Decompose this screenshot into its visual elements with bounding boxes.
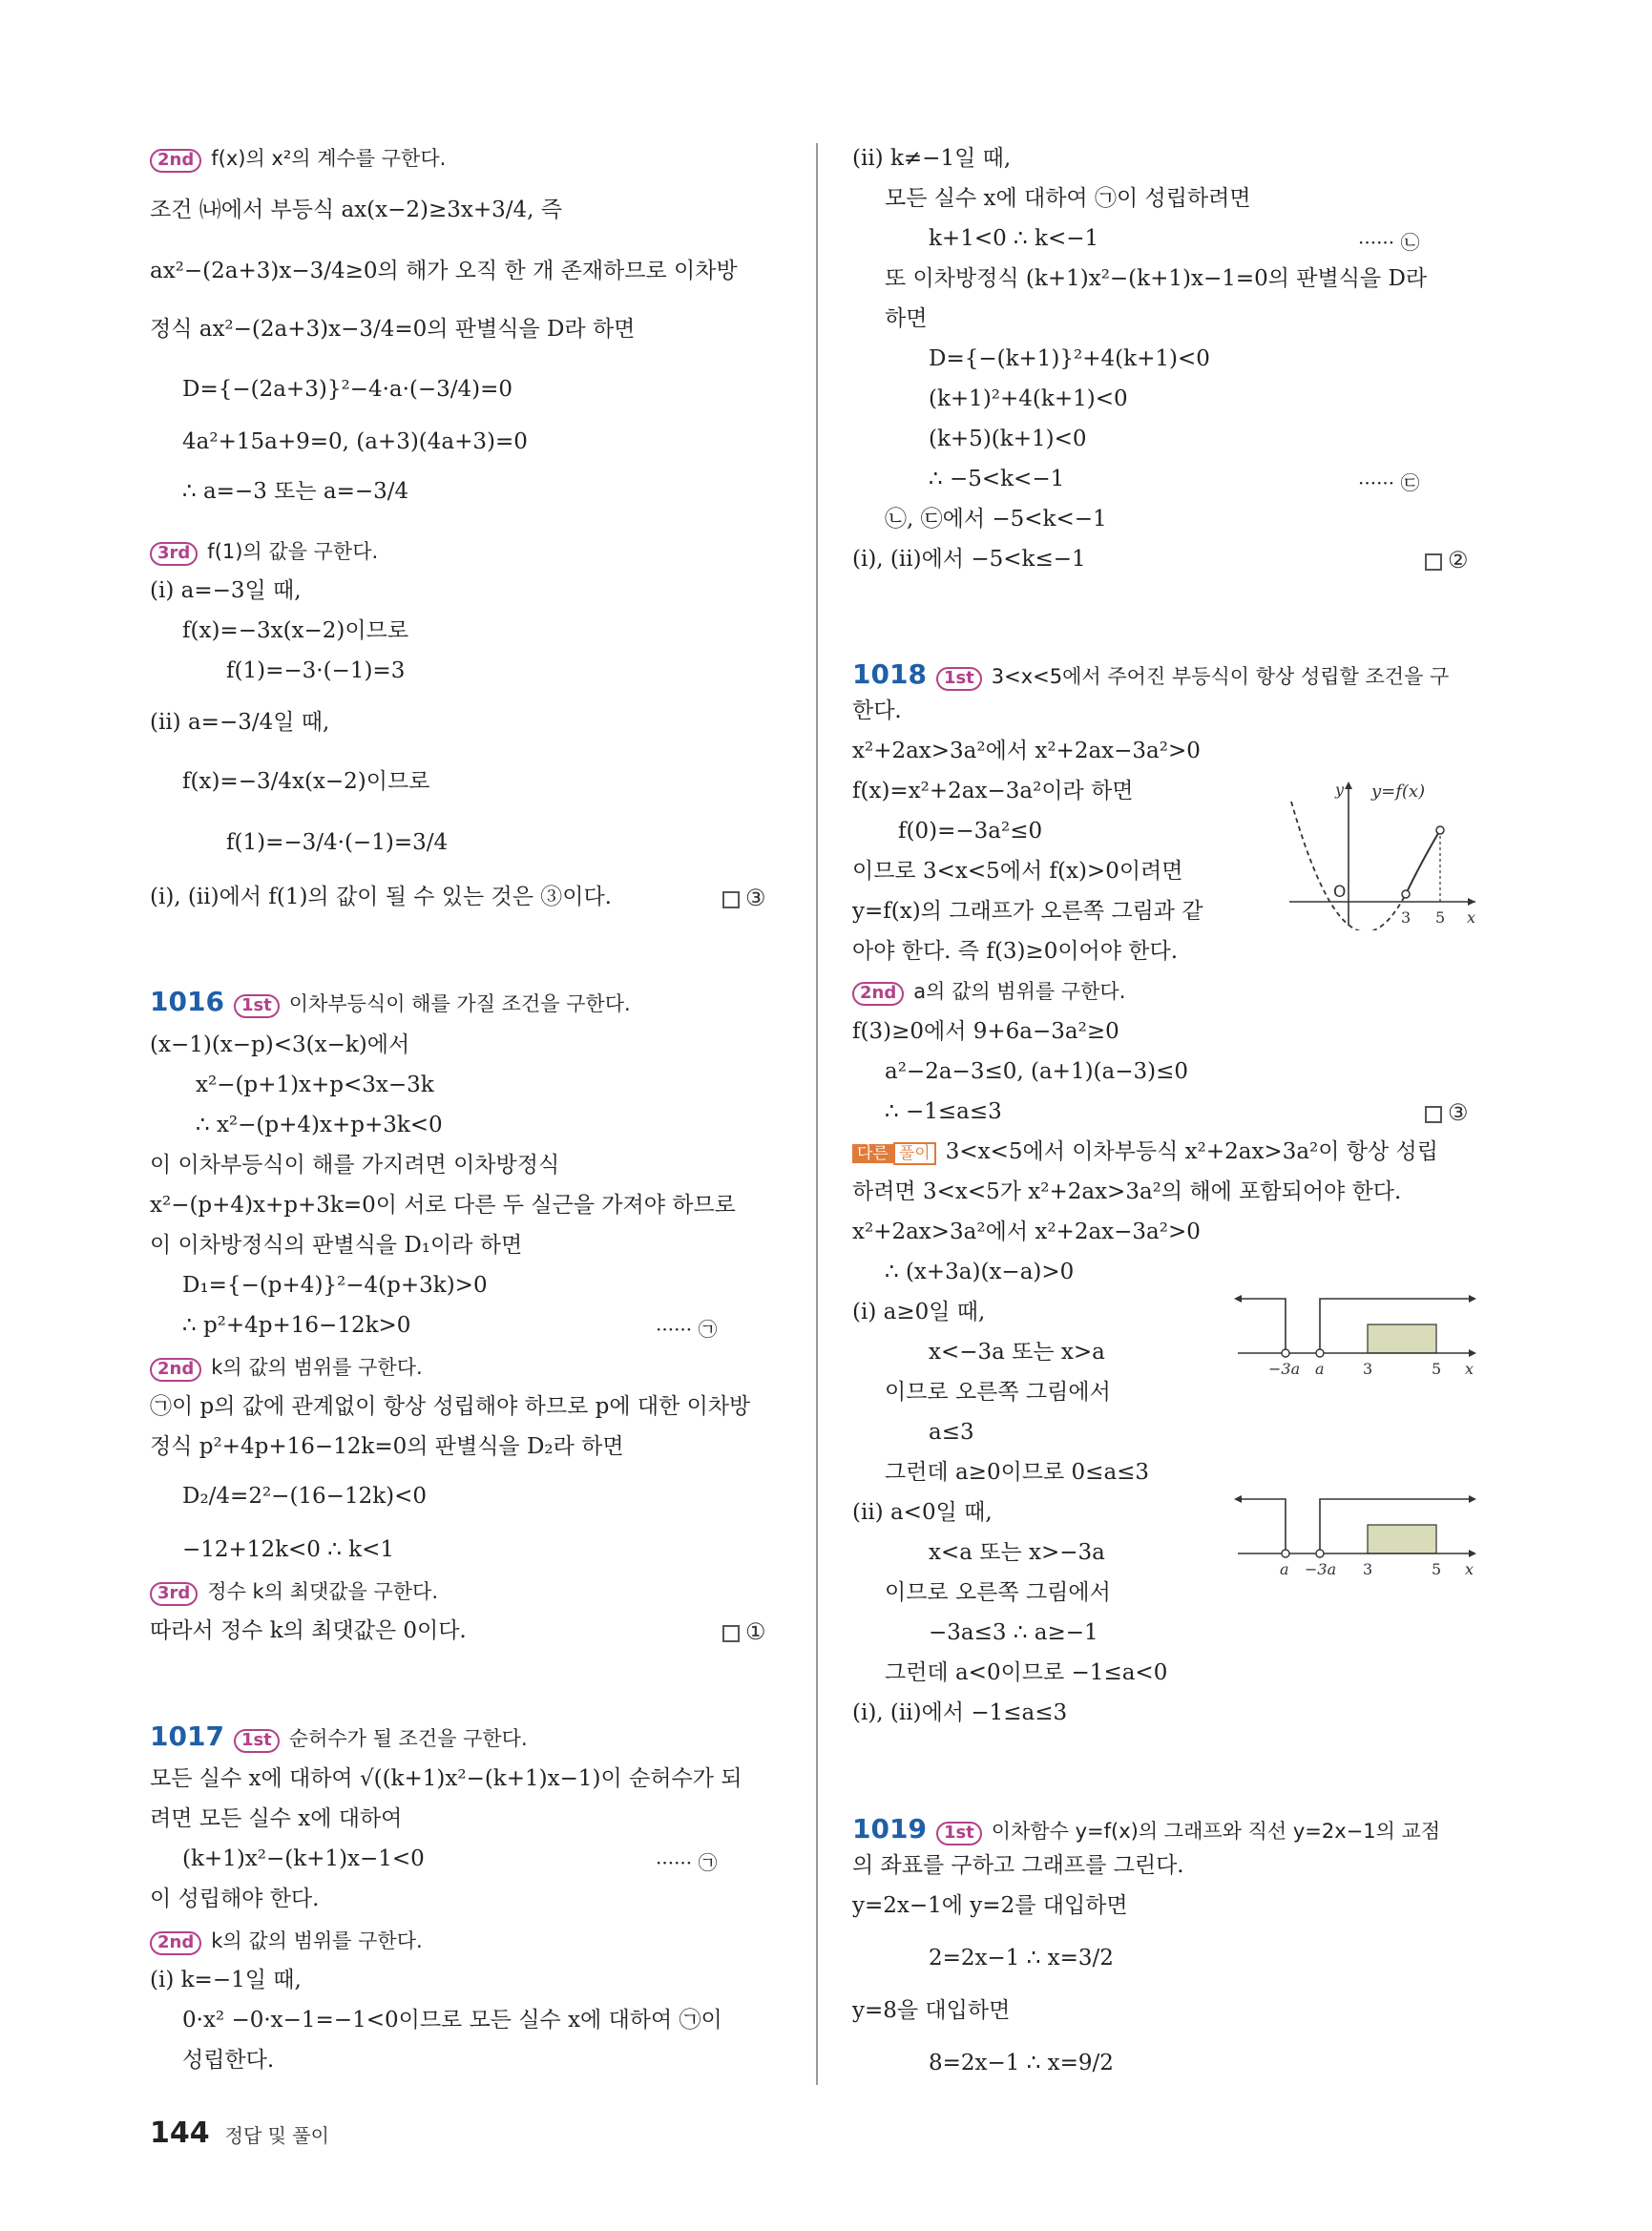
equation: −3a≤3 ∴ a≥−1 [929,1620,1098,1645]
number-line-2 [1234,1491,1482,1577]
equation: f(x)=x²+2ax−3a²이라 하면 [852,779,1134,803]
text-line: (ii) a=−3/4일 때, [150,710,330,735]
text-line: 모든 실수 x에 대하여 √((k+1)x²−(k+1)x−1)이 순허수가 되 [150,1766,742,1791]
equation: k+1<0 ∴ k<−1 [929,226,1099,251]
equation: ∴ x²−(p+4)x+p+3k<0 [196,1113,443,1137]
text-line: 조건 ㈏에서 부등식 ax(x−2)≥3x+3/4, 즉 [150,198,562,222]
left-arrow-icon [1234,1295,1242,1303]
open-point [1282,1550,1289,1557]
step-2nd: 2nd f(x)의 x²의 계수를 구한다. [150,146,446,173]
tick-label-3: 3 [1401,908,1412,927]
text-line: (ii) k≠−1일 때, [852,146,1012,171]
equation: x<a 또는 x>−3a [929,1540,1105,1565]
text-line: x²−(p+4)x+p+3k=0이 서로 다른 두 실근을 가져야 하므로 [150,1193,736,1218]
page-section-title: 정답 및 풀이 [224,2124,329,2147]
equation: 0·x² −0·x−1=−1<0이므로 모든 실수 x에 대하여 ㉠이 [182,2008,722,2033]
text-line: 따라서 정수 k의 최댓값은 0이다. [150,1618,467,1643]
text-line: 이므로 오른쪽 그림에서 [885,1580,1111,1605]
ref-mark: ······ ㉠ [656,1851,718,1874]
text-line: (i) a≥0일 때, [852,1300,986,1324]
text-line: 아야 한다. 즉 f(3)≥0이어야 한다. [852,939,1179,964]
equation: f(0)=−3a²≤0 [898,819,1043,844]
text-line: 한다. [852,698,902,723]
text-line: (i) a=−3일 때, [150,578,302,603]
label-3: 3 [1363,1560,1373,1577]
text-line: 이 이차방정식의 판별식을 D₁이라 하면 [150,1233,523,1258]
label-neg-3a: −3a [1305,1560,1337,1577]
text-line: 이므로 3<x<5에서 f(x)>0이려면 [852,859,1183,884]
text-line: 이 이차부등식이 해를 가지려면 이차방정식 [150,1153,560,1178]
ref-mark: ······ ㉡ [1358,231,1420,254]
text-line: 이 성립해야 한다. [150,1887,320,1911]
text-line: 정식 p²+4p+16−12k=0의 판별식을 D₂라 하면 [150,1434,624,1459]
equation: D={−(k+1)}²+4(k+1)<0 [929,346,1210,371]
text-line: 모든 실수 x에 대하여 ㉠이 성립하려면 [885,186,1251,211]
problem-1016-heading: 1016 1st 이차부등식이 해를 가질 조건을 구한다. [150,986,631,1017]
answer-box-icon [1425,1106,1442,1123]
page-footer [150,2116,329,2150]
step-3rd: 3rd 정수 k의 최댓값을 구한다. [150,1579,438,1606]
equation: D₂/4=2²−(16−12k)<0 [182,1484,428,1509]
problem-1018-heading: 1018 1st 3<x<5에서 주어진 부등식이 항상 성립할 조건을 구 [852,658,1450,690]
text-line: y=f(x)의 그래프가 오른쪽 그림과 같 [852,899,1203,924]
label-5: 5 [1432,1360,1442,1377]
step-3rd: 3rd f(1)의 값을 구한다. [150,539,378,566]
step-2nd: 2nd k의 값의 범위를 구한다. [150,1355,423,1382]
text-line: (i), (ii)에서 −1≤a≤3 [852,1700,1068,1725]
step-2nd: 2nd k의 값의 범위를 구한다. [150,1929,423,1955]
equation: a²−2a−3≤0, (a+1)(a−3)≤0 [885,1059,1189,1084]
answer-box-icon [722,1625,740,1642]
right-arrow-icon [1469,1495,1476,1503]
parabola-solid [1406,830,1440,894]
equation: (k+1)²+4(k+1)<0 [929,386,1128,411]
label-a: a [1315,1360,1325,1377]
label-a: a [1280,1560,1289,1577]
step-2nd: 2nd a의 값의 범위를 구한다. [852,979,1125,1006]
label-3: 3 [1363,1360,1373,1377]
y-axis-label: y [1335,781,1345,799]
text-line: ㉡, ㉢에서 −5<k<−1 [885,507,1107,532]
shaded-region [1368,1525,1436,1553]
equation: 2=2x−1 ∴ x=3/2 [929,1946,1114,1970]
equation: 성립한다. [182,2048,275,2073]
tick-label-5: 5 [1435,908,1446,927]
open-point [1282,1349,1289,1357]
text-line: (i), (ii)에서 −5<k≤−1 [852,547,1086,572]
open-point [1316,1550,1324,1557]
problem-1019-heading: 1019 1st 이차함수 y=f(x)의 그래프와 직선 y=2x−1의 교점 [852,1813,1441,1845]
text-line: 정식 ax²−(2a+3)x−3/4=0의 판별식을 D라 하면 [150,317,636,342]
equation: x²−(p+1)x+p<3x−3k [196,1073,434,1097]
x-axis-label: x [1467,908,1476,927]
label-x: x [1465,1560,1474,1577]
ref-mark: ······ ㉢ [1358,471,1420,494]
text-line: y=8을 대입하면 [852,1998,1011,2023]
text-line: (ii) a<0일 때, [852,1500,993,1525]
equation: 그런데 a<0이므로 −1≤a<0 [885,1660,1168,1685]
equation: f(x)=−3/4x(x−2)이므로 [182,769,430,794]
parabola-graph [1280,778,1480,930]
answer-mark: ③ [722,885,766,911]
text-line: ㉠이 p의 값에 관계없이 항상 성립해야 하므로 p에 대한 이차방 [150,1394,751,1419]
text-line: 이므로 오른쪽 그림에서 [885,1380,1111,1405]
equation: a≤3 [929,1420,974,1445]
equation: ∴ a=−3 또는 a=−3/4 [182,479,409,504]
equation: ∴ (x+3a)(x−a)>0 [885,1260,1075,1284]
y-axis-arrow-icon [1345,782,1352,789]
equation: (k+5)(k+1)<0 [929,427,1087,451]
label-5: 5 [1432,1560,1442,1577]
equation: 4a²+15a+9=0, (a+3)(4a+3)=0 [182,429,528,454]
equation: x<−3a 또는 x>a [929,1340,1105,1365]
label-x: x [1465,1360,1474,1377]
open-point [1316,1349,1324,1357]
equation: D={−(2a+3)}²−4·a·(−3/4)=0 [182,377,513,402]
line-arrow-icon [1469,1349,1476,1357]
line-arrow-icon [1469,1550,1476,1557]
text-line: 의 좌표를 구하고 그래프를 그린다. [852,1853,1184,1878]
answer-mark: ③ [1425,1099,1469,1126]
label-neg-3a: −3a [1268,1360,1301,1377]
point-at-5 [1436,826,1444,834]
text-line: 려면 모든 실수 x에 대하여 [150,1806,403,1831]
answer-mark: ① [722,1618,766,1645]
equation: −12+12k<0 ∴ k<1 [182,1537,395,1562]
equation: f(3)≥0에서 9+6a−3a²≥0 [852,1019,1119,1044]
text-line: 하면 [885,306,928,331]
text-line: (i) k=−1일 때, [150,1968,302,1992]
point-at-3 [1402,890,1410,898]
text-line: 하려면 3<x<5가 x²+2ax>3a²의 해에 포함되어야 한다. [852,1179,1402,1204]
x-axis-arrow-icon [1468,898,1475,906]
text-line: (x−1)(x−p)<3(x−k)에서 [150,1032,410,1057]
page-number: 144 [150,2116,210,2150]
problem-1017-heading: 1017 1st 순허수가 될 조건을 구한다. [150,1720,528,1752]
left-range [1238,1499,1286,1553]
answer-box-icon [722,891,740,908]
curve-label: y=f(x) [1371,782,1426,802]
equation: x²+2ax>3a²에서 x²+2ax−3a²>0 [852,1220,1201,1244]
origin-label: O [1333,883,1347,902]
alt-solution-line: 다른 풀이 3<x<5에서 이차부등식 x²+2ax>3a²이 항상 성립 [852,1139,1438,1166]
column-divider [816,143,818,2085]
equation: (k+1)x²−(k+1)x−1<0 [182,1846,425,1871]
equation: 그런데 a≥0이므로 0≤a≤3 [885,1460,1150,1485]
ref-mark: ······ ㉠ [656,1318,718,1341]
text-line: 또 이차방정식 (k+1)x²−(k+1)x−1=0의 판별식을 D라 [885,266,1428,291]
answer-box-icon [1425,553,1442,571]
text-line: ax²−(2a+3)x−3/4≥0의 해가 오직 한 개 존재하므로 이차방 [150,259,738,283]
equation: ∴ −1≤a≤3 [885,1099,1002,1124]
text-line: y=2x−1에 y=2를 대입하면 [852,1893,1128,1918]
equation: f(1)=−3·(−1)=3 [226,658,406,683]
left-arrow-icon [1234,1495,1242,1503]
left-range [1238,1299,1286,1353]
equation: f(1)=−3/4·(−1)=3/4 [226,830,449,855]
equation: 8=2x−1 ∴ x=9/2 [929,2051,1114,2075]
equation: x²+2ax>3a²에서 x²+2ax−3a²>0 [852,739,1201,763]
equation: ∴ −5<k<−1 [929,467,1065,491]
shaded-region [1368,1324,1436,1353]
number-line-1 [1234,1291,1482,1377]
right-arrow-icon [1469,1295,1476,1303]
equation: ∴ p²+4p+16−12k>0 [182,1313,411,1338]
equation: D₁={−(p+4)}²−4(p+3k)>0 [182,1273,488,1298]
text-line: (i), (ii)에서 f(1)의 값이 될 수 있는 것은 ③이다. [150,885,612,909]
equation: f(x)=−3x(x−2)이므로 [182,618,409,643]
answer-mark: ② [1425,547,1469,573]
